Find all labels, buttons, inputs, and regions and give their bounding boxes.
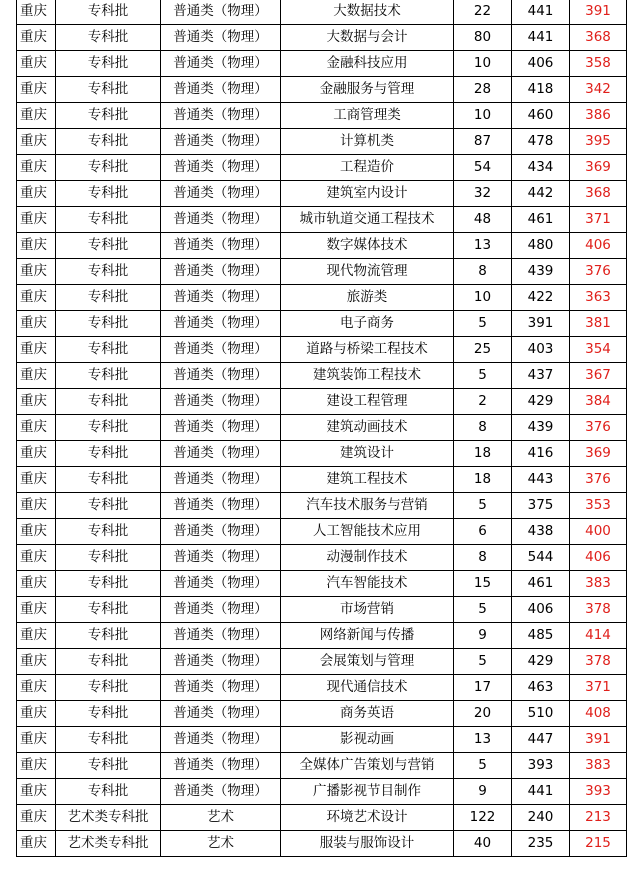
province-cell: 重庆 bbox=[17, 805, 56, 831]
category-cell: 普通类（物理） bbox=[161, 519, 281, 545]
major-cell: 金融服务与管理 bbox=[281, 77, 454, 103]
table-body bbox=[17, 0, 627, 857]
table-row bbox=[17, 467, 627, 493]
plan-count-cell: 5 bbox=[454, 493, 512, 519]
max-score-cell: 447 bbox=[512, 727, 570, 753]
min-score-cell: 391 bbox=[570, 727, 627, 753]
plan-count-cell: 122 bbox=[454, 805, 512, 831]
category-cell: 普通类（物理） bbox=[161, 77, 281, 103]
plan-count-cell: 10 bbox=[454, 51, 512, 77]
min-score-cell: 376 bbox=[570, 259, 627, 285]
major-cell: 影视动画 bbox=[281, 727, 454, 753]
min-score-cell: 376 bbox=[570, 467, 627, 493]
batch-cell: 专科批 bbox=[56, 519, 161, 545]
major-cell: 建筑装饰工程技术 bbox=[281, 363, 454, 389]
major-cell: 计算机类 bbox=[281, 129, 454, 155]
category-cell: 普通类（物理） bbox=[161, 129, 281, 155]
batch-cell: 专科批 bbox=[56, 77, 161, 103]
batch-cell: 专科批 bbox=[56, 285, 161, 311]
max-score-cell: 438 bbox=[512, 519, 570, 545]
province-cell: 重庆 bbox=[17, 467, 56, 493]
min-score-cell: 213 bbox=[570, 805, 627, 831]
major-cell: 商务英语 bbox=[281, 701, 454, 727]
category-cell: 普通类（物理） bbox=[161, 649, 281, 675]
table-row bbox=[17, 129, 627, 155]
province-cell: 重庆 bbox=[17, 181, 56, 207]
major-cell: 旅游类 bbox=[281, 285, 454, 311]
table-row bbox=[17, 779, 627, 805]
plan-count-cell: 8 bbox=[454, 415, 512, 441]
min-score-cell: 369 bbox=[570, 441, 627, 467]
batch-cell: 专科批 bbox=[56, 0, 161, 25]
max-score-cell: 510 bbox=[512, 701, 570, 727]
plan-count-cell: 48 bbox=[454, 207, 512, 233]
table-row bbox=[17, 441, 627, 467]
category-cell: 普通类（物理） bbox=[161, 259, 281, 285]
batch-cell: 专科批 bbox=[56, 233, 161, 259]
plan-count-cell: 13 bbox=[454, 233, 512, 259]
table-row bbox=[17, 519, 627, 545]
batch-cell: 艺术类专科批 bbox=[56, 831, 161, 857]
batch-cell: 专科批 bbox=[56, 311, 161, 337]
batch-cell: 专科批 bbox=[56, 51, 161, 77]
batch-cell: 专科批 bbox=[56, 155, 161, 181]
major-cell: 建筑设计 bbox=[281, 441, 454, 467]
category-cell: 普通类（物理） bbox=[161, 675, 281, 701]
category-cell: 普通类（物理） bbox=[161, 51, 281, 77]
province-cell: 重庆 bbox=[17, 77, 56, 103]
max-score-cell: 441 bbox=[512, 25, 570, 51]
plan-count-cell: 40 bbox=[454, 831, 512, 857]
max-score-cell: 439 bbox=[512, 259, 570, 285]
max-score-cell: 480 bbox=[512, 233, 570, 259]
table-row bbox=[17, 753, 627, 779]
category-cell: 普通类（物理） bbox=[161, 701, 281, 727]
max-score-cell: 434 bbox=[512, 155, 570, 181]
category-cell: 普通类（物理） bbox=[161, 181, 281, 207]
plan-count-cell: 10 bbox=[454, 285, 512, 311]
table-row bbox=[17, 233, 627, 259]
major-cell: 动漫制作技术 bbox=[281, 545, 454, 571]
table-row bbox=[17, 103, 627, 129]
category-cell: 普通类（物理） bbox=[161, 233, 281, 259]
province-cell: 重庆 bbox=[17, 0, 56, 25]
category-cell: 普通类（物理） bbox=[161, 779, 281, 805]
province-cell: 重庆 bbox=[17, 701, 56, 727]
plan-count-cell: 20 bbox=[454, 701, 512, 727]
min-score-cell: 367 bbox=[570, 363, 627, 389]
province-cell: 重庆 bbox=[17, 285, 56, 311]
plan-count-cell: 15 bbox=[454, 571, 512, 597]
table-row bbox=[17, 0, 627, 25]
category-cell: 普通类（物理） bbox=[161, 753, 281, 779]
category-cell: 艺术 bbox=[161, 831, 281, 857]
table-row bbox=[17, 363, 627, 389]
admission-score-table bbox=[16, 0, 627, 857]
max-score-cell: 485 bbox=[512, 623, 570, 649]
major-cell: 市场营销 bbox=[281, 597, 454, 623]
min-score-cell: 215 bbox=[570, 831, 627, 857]
max-score-cell: 463 bbox=[512, 675, 570, 701]
table-row bbox=[17, 259, 627, 285]
min-score-cell: 353 bbox=[570, 493, 627, 519]
table-row bbox=[17, 51, 627, 77]
category-cell: 普通类（物理） bbox=[161, 441, 281, 467]
table-row bbox=[17, 25, 627, 51]
max-score-cell: 441 bbox=[512, 0, 570, 25]
min-score-cell: 354 bbox=[570, 337, 627, 363]
category-cell: 普通类（物理） bbox=[161, 415, 281, 441]
max-score-cell: 391 bbox=[512, 311, 570, 337]
plan-count-cell: 5 bbox=[454, 363, 512, 389]
min-score-cell: 400 bbox=[570, 519, 627, 545]
province-cell: 重庆 bbox=[17, 363, 56, 389]
province-cell: 重庆 bbox=[17, 389, 56, 415]
major-cell: 会展策划与管理 bbox=[281, 649, 454, 675]
table-row bbox=[17, 415, 627, 441]
category-cell: 普通类（物理） bbox=[161, 337, 281, 363]
batch-cell: 专科批 bbox=[56, 649, 161, 675]
max-score-cell: 437 bbox=[512, 363, 570, 389]
max-score-cell: 478 bbox=[512, 129, 570, 155]
min-score-cell: 368 bbox=[570, 181, 627, 207]
major-cell: 建筑室内设计 bbox=[281, 181, 454, 207]
province-cell: 重庆 bbox=[17, 311, 56, 337]
max-score-cell: 416 bbox=[512, 441, 570, 467]
plan-count-cell: 10 bbox=[454, 103, 512, 129]
table-row bbox=[17, 77, 627, 103]
plan-count-cell: 5 bbox=[454, 311, 512, 337]
batch-cell: 专科批 bbox=[56, 129, 161, 155]
category-cell: 普通类（物理） bbox=[161, 623, 281, 649]
max-score-cell: 418 bbox=[512, 77, 570, 103]
major-cell: 广播影视节目制作 bbox=[281, 779, 454, 805]
max-score-cell: 544 bbox=[512, 545, 570, 571]
province-cell: 重庆 bbox=[17, 25, 56, 51]
major-cell: 大数据与会计 bbox=[281, 25, 454, 51]
max-score-cell: 406 bbox=[512, 51, 570, 77]
plan-count-cell: 8 bbox=[454, 545, 512, 571]
plan-count-cell: 8 bbox=[454, 259, 512, 285]
max-score-cell: 442 bbox=[512, 181, 570, 207]
province-cell: 重庆 bbox=[17, 597, 56, 623]
batch-cell: 专科批 bbox=[56, 727, 161, 753]
category-cell: 普通类（物理） bbox=[161, 467, 281, 493]
category-cell: 普通类（物理） bbox=[161, 597, 281, 623]
major-cell: 工程造价 bbox=[281, 155, 454, 181]
category-cell: 普通类（物理） bbox=[161, 363, 281, 389]
major-cell: 电子商务 bbox=[281, 311, 454, 337]
max-score-cell: 429 bbox=[512, 649, 570, 675]
batch-cell: 专科批 bbox=[56, 259, 161, 285]
min-score-cell: 376 bbox=[570, 415, 627, 441]
province-cell: 重庆 bbox=[17, 545, 56, 571]
table-row bbox=[17, 623, 627, 649]
batch-cell: 专科批 bbox=[56, 389, 161, 415]
province-cell: 重庆 bbox=[17, 519, 56, 545]
batch-cell: 专科批 bbox=[56, 779, 161, 805]
min-score-cell: 381 bbox=[570, 311, 627, 337]
major-cell: 现代物流管理 bbox=[281, 259, 454, 285]
major-cell: 汽车技术服务与营销 bbox=[281, 493, 454, 519]
major-cell: 服装与服饰设计 bbox=[281, 831, 454, 857]
plan-count-cell: 18 bbox=[454, 467, 512, 493]
batch-cell: 专科批 bbox=[56, 415, 161, 441]
max-score-cell: 235 bbox=[512, 831, 570, 857]
max-score-cell: 406 bbox=[512, 597, 570, 623]
max-score-cell: 441 bbox=[512, 779, 570, 805]
batch-cell: 专科批 bbox=[56, 181, 161, 207]
major-cell: 网络新闻与传播 bbox=[281, 623, 454, 649]
min-score-cell: 406 bbox=[570, 233, 627, 259]
min-score-cell: 384 bbox=[570, 389, 627, 415]
max-score-cell: 422 bbox=[512, 285, 570, 311]
min-score-cell: 342 bbox=[570, 77, 627, 103]
province-cell: 重庆 bbox=[17, 571, 56, 597]
category-cell: 普通类（物理） bbox=[161, 155, 281, 181]
max-score-cell: 461 bbox=[512, 207, 570, 233]
batch-cell: 专科批 bbox=[56, 753, 161, 779]
min-score-cell: 378 bbox=[570, 597, 627, 623]
min-score-cell: 383 bbox=[570, 753, 627, 779]
min-score-cell: 391 bbox=[570, 0, 627, 25]
min-score-cell: 368 bbox=[570, 25, 627, 51]
province-cell: 重庆 bbox=[17, 441, 56, 467]
category-cell: 普通类（物理） bbox=[161, 311, 281, 337]
min-score-cell: 371 bbox=[570, 207, 627, 233]
category-cell: 普通类（物理） bbox=[161, 727, 281, 753]
batch-cell: 专科批 bbox=[56, 103, 161, 129]
category-cell: 普通类（物理） bbox=[161, 493, 281, 519]
batch-cell: 专科批 bbox=[56, 675, 161, 701]
province-cell: 重庆 bbox=[17, 675, 56, 701]
plan-count-cell: 9 bbox=[454, 623, 512, 649]
batch-cell: 专科批 bbox=[56, 701, 161, 727]
max-score-cell: 460 bbox=[512, 103, 570, 129]
category-cell: 普通类（物理） bbox=[161, 389, 281, 415]
category-cell: 普通类（物理） bbox=[161, 103, 281, 129]
table-row bbox=[17, 597, 627, 623]
table-row bbox=[17, 545, 627, 571]
plan-count-cell: 13 bbox=[454, 727, 512, 753]
table-row bbox=[17, 727, 627, 753]
province-cell: 重庆 bbox=[17, 337, 56, 363]
batch-cell: 专科批 bbox=[56, 441, 161, 467]
plan-count-cell: 25 bbox=[454, 337, 512, 363]
min-score-cell: 386 bbox=[570, 103, 627, 129]
major-cell: 建设工程管理 bbox=[281, 389, 454, 415]
plan-count-cell: 18 bbox=[454, 441, 512, 467]
province-cell: 重庆 bbox=[17, 103, 56, 129]
min-score-cell: 371 bbox=[570, 675, 627, 701]
table-row bbox=[17, 701, 627, 727]
major-cell: 城市轨道交通工程技术 bbox=[281, 207, 454, 233]
category-cell: 艺术 bbox=[161, 805, 281, 831]
min-score-cell: 358 bbox=[570, 51, 627, 77]
category-cell: 普通类（物理） bbox=[161, 571, 281, 597]
category-cell: 普通类（物理） bbox=[161, 545, 281, 571]
table-row bbox=[17, 649, 627, 675]
major-cell: 汽车智能技术 bbox=[281, 571, 454, 597]
plan-count-cell: 87 bbox=[454, 129, 512, 155]
province-cell: 重庆 bbox=[17, 415, 56, 441]
plan-count-cell: 80 bbox=[454, 25, 512, 51]
category-cell: 普通类（物理） bbox=[161, 25, 281, 51]
plan-count-cell: 5 bbox=[454, 753, 512, 779]
batch-cell: 专科批 bbox=[56, 597, 161, 623]
province-cell: 重庆 bbox=[17, 727, 56, 753]
table-row bbox=[17, 337, 627, 363]
major-cell: 道路与桥梁工程技术 bbox=[281, 337, 454, 363]
table-row bbox=[17, 675, 627, 701]
batch-cell: 艺术类专科批 bbox=[56, 805, 161, 831]
max-score-cell: 439 bbox=[512, 415, 570, 441]
table-row bbox=[17, 207, 627, 233]
plan-count-cell: 22 bbox=[454, 0, 512, 25]
batch-cell: 专科批 bbox=[56, 363, 161, 389]
max-score-cell: 443 bbox=[512, 467, 570, 493]
table-row bbox=[17, 181, 627, 207]
major-cell: 金融科技应用 bbox=[281, 51, 454, 77]
plan-count-cell: 28 bbox=[454, 77, 512, 103]
province-cell: 重庆 bbox=[17, 753, 56, 779]
max-score-cell: 393 bbox=[512, 753, 570, 779]
category-cell: 普通类（物理） bbox=[161, 207, 281, 233]
category-cell: 普通类（物理） bbox=[161, 0, 281, 25]
province-cell: 重庆 bbox=[17, 129, 56, 155]
max-score-cell: 461 bbox=[512, 571, 570, 597]
plan-count-cell: 17 bbox=[454, 675, 512, 701]
province-cell: 重庆 bbox=[17, 51, 56, 77]
major-cell: 大数据技术 bbox=[281, 0, 454, 25]
plan-count-cell: 32 bbox=[454, 181, 512, 207]
major-cell: 人工智能技术应用 bbox=[281, 519, 454, 545]
province-cell: 重庆 bbox=[17, 649, 56, 675]
table-row bbox=[17, 831, 627, 857]
province-cell: 重庆 bbox=[17, 233, 56, 259]
plan-count-cell: 5 bbox=[454, 597, 512, 623]
min-score-cell: 406 bbox=[570, 545, 627, 571]
min-score-cell: 363 bbox=[570, 285, 627, 311]
major-cell: 现代通信技术 bbox=[281, 675, 454, 701]
table-row bbox=[17, 805, 627, 831]
plan-count-cell: 5 bbox=[454, 649, 512, 675]
max-score-cell: 240 bbox=[512, 805, 570, 831]
batch-cell: 专科批 bbox=[56, 545, 161, 571]
plan-count-cell: 9 bbox=[454, 779, 512, 805]
table-row bbox=[17, 389, 627, 415]
major-cell: 建筑工程技术 bbox=[281, 467, 454, 493]
batch-cell: 专科批 bbox=[56, 623, 161, 649]
min-score-cell: 395 bbox=[570, 129, 627, 155]
batch-cell: 专科批 bbox=[56, 467, 161, 493]
batch-cell: 专科批 bbox=[56, 207, 161, 233]
batch-cell: 专科批 bbox=[56, 493, 161, 519]
province-cell: 重庆 bbox=[17, 493, 56, 519]
table-row bbox=[17, 285, 627, 311]
major-cell: 环境艺术设计 bbox=[281, 805, 454, 831]
max-score-cell: 375 bbox=[512, 493, 570, 519]
min-score-cell: 378 bbox=[570, 649, 627, 675]
category-cell: 普通类（物理） bbox=[161, 285, 281, 311]
province-cell: 重庆 bbox=[17, 831, 56, 857]
plan-count-cell: 2 bbox=[454, 389, 512, 415]
min-score-cell: 383 bbox=[570, 571, 627, 597]
min-score-cell: 414 bbox=[570, 623, 627, 649]
min-score-cell: 369 bbox=[570, 155, 627, 181]
table-row bbox=[17, 571, 627, 597]
batch-cell: 专科批 bbox=[56, 571, 161, 597]
table-row bbox=[17, 311, 627, 337]
province-cell: 重庆 bbox=[17, 623, 56, 649]
batch-cell: 专科批 bbox=[56, 25, 161, 51]
province-cell: 重庆 bbox=[17, 259, 56, 285]
major-cell: 数字媒体技术 bbox=[281, 233, 454, 259]
province-cell: 重庆 bbox=[17, 207, 56, 233]
plan-count-cell: 54 bbox=[454, 155, 512, 181]
plan-count-cell: 6 bbox=[454, 519, 512, 545]
max-score-cell: 403 bbox=[512, 337, 570, 363]
min-score-cell: 408 bbox=[570, 701, 627, 727]
max-score-cell: 429 bbox=[512, 389, 570, 415]
batch-cell: 专科批 bbox=[56, 337, 161, 363]
major-cell: 工商管理类 bbox=[281, 103, 454, 129]
table-row bbox=[17, 493, 627, 519]
major-cell: 建筑动画技术 bbox=[281, 415, 454, 441]
table-row bbox=[17, 155, 627, 181]
major-cell: 全媒体广告策划与营销 bbox=[281, 753, 454, 779]
province-cell: 重庆 bbox=[17, 779, 56, 805]
province-cell: 重庆 bbox=[17, 155, 56, 181]
min-score-cell: 393 bbox=[570, 779, 627, 805]
